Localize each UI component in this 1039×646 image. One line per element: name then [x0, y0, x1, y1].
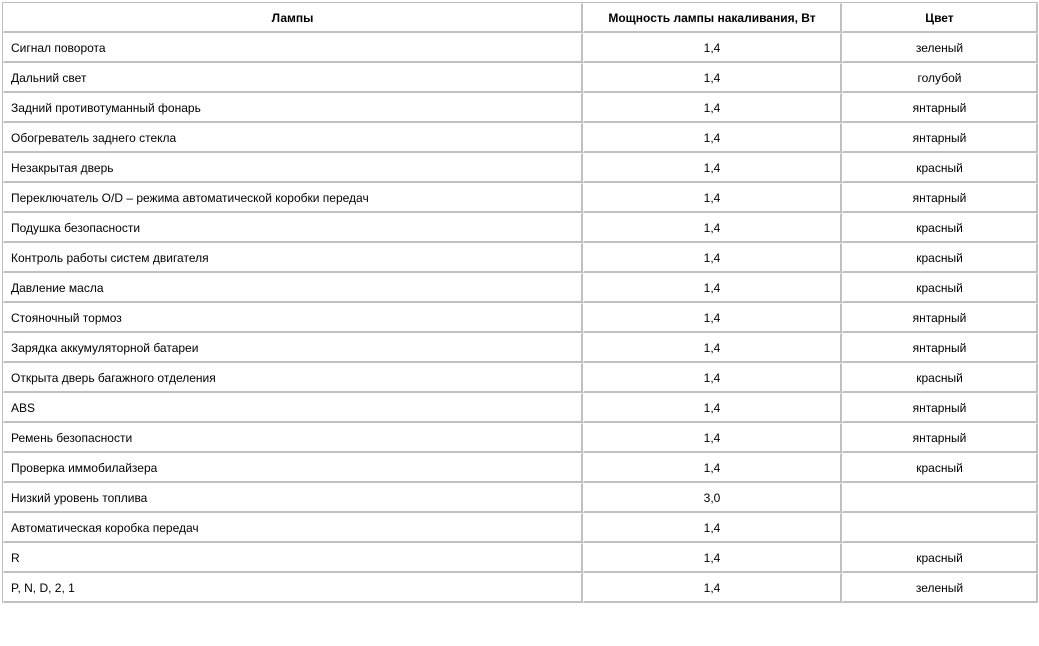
- cell-lamp: Контроль работы систем двигателя: [3, 243, 583, 273]
- table-row: [3, 243, 1038, 273]
- table-row: [3, 93, 1038, 123]
- header-power: Мощность лампы накаливания, Вт: [583, 3, 842, 33]
- cell-lamp: Сигнал поворота: [3, 33, 583, 63]
- cell-lamp: Стояночный тормоз: [3, 303, 583, 333]
- table-row: [3, 303, 1038, 333]
- lamp-table: [2, 2, 1038, 603]
- lamp-table-container: [2, 2, 1037, 603]
- cell-lamp: Давление масла: [3, 273, 583, 303]
- table-row: [3, 273, 1038, 303]
- header-lamp: Лампы: [3, 3, 583, 33]
- cell-color: голубой: [842, 63, 1038, 93]
- cell-color: янтарный: [842, 93, 1038, 123]
- cell-power: 1,4: [583, 243, 842, 273]
- cell-power: 1,4: [583, 93, 842, 123]
- cell-power: 1,4: [583, 573, 842, 603]
- cell-power: 1,4: [583, 303, 842, 333]
- cell-lamp: Зарядка аккумуляторной батареи: [3, 333, 583, 363]
- cell-lamp: Дальний свет: [3, 63, 583, 93]
- cell-lamp: ABS: [3, 393, 583, 423]
- table-row: [3, 153, 1038, 183]
- cell-power: 1,4: [583, 543, 842, 573]
- table-row: [3, 393, 1038, 423]
- cell-color: зеленый: [842, 573, 1038, 603]
- table-row: [3, 543, 1038, 573]
- cell-lamp: Незакрытая дверь: [3, 153, 583, 183]
- cell-lamp: Проверка иммобилайзера: [3, 453, 583, 483]
- cell-power: 1,4: [583, 213, 842, 243]
- cell-color: янтарный: [842, 333, 1038, 363]
- cell-color: красный: [842, 243, 1038, 273]
- cell-color: [842, 513, 1038, 543]
- table-row: [3, 333, 1038, 363]
- table-header-row: [3, 3, 1038, 33]
- cell-power: 3,0: [583, 483, 842, 513]
- table-row: [3, 423, 1038, 453]
- cell-lamp: Задний противотуманный фонарь: [3, 93, 583, 123]
- cell-power: 1,4: [583, 123, 842, 153]
- table-row: [3, 213, 1038, 243]
- cell-lamp: Обогреватель заднего стекла: [3, 123, 583, 153]
- cell-lamp: Открыта дверь багажного отделения: [3, 363, 583, 393]
- cell-color: янтарный: [842, 183, 1038, 213]
- cell-color: зеленый: [842, 33, 1038, 63]
- cell-power: 1,4: [583, 33, 842, 63]
- cell-color: красный: [842, 153, 1038, 183]
- cell-lamp: Подушка безопасности: [3, 213, 583, 243]
- cell-lamp: Ремень безопасности: [3, 423, 583, 453]
- table-row: [3, 183, 1038, 213]
- cell-power: 1,4: [583, 63, 842, 93]
- table-row: [3, 483, 1038, 513]
- table-row: [3, 363, 1038, 393]
- cell-color: красный: [842, 273, 1038, 303]
- cell-lamp: Автоматическая коробка передач: [3, 513, 583, 543]
- cell-lamp: P, N, D, 2, 1: [3, 573, 583, 603]
- table-row: [3, 573, 1038, 603]
- cell-power: 1,4: [583, 453, 842, 483]
- cell-color: янтарный: [842, 393, 1038, 423]
- cell-color: красный: [842, 363, 1038, 393]
- cell-lamp: Низкий уровень топлива: [3, 483, 583, 513]
- table-row: [3, 33, 1038, 63]
- table-row: [3, 63, 1038, 93]
- cell-color: [842, 483, 1038, 513]
- cell-power: 1,4: [583, 333, 842, 363]
- cell-power: 1,4: [583, 273, 842, 303]
- cell-color: янтарный: [842, 303, 1038, 333]
- table-body: [3, 33, 1038, 603]
- table-row: [3, 453, 1038, 483]
- cell-power: 1,4: [583, 183, 842, 213]
- cell-power: 1,4: [583, 153, 842, 183]
- cell-color: красный: [842, 213, 1038, 243]
- header-color: Цвет: [842, 3, 1038, 33]
- table-row: [3, 123, 1038, 153]
- cell-lamp: R: [3, 543, 583, 573]
- cell-color: красный: [842, 453, 1038, 483]
- cell-lamp: Переключатель O/D – режима автоматической коробки передач: [3, 183, 583, 213]
- cell-color: янтарный: [842, 423, 1038, 453]
- cell-power: 1,4: [583, 423, 842, 453]
- cell-color: янтарный: [842, 123, 1038, 153]
- cell-power: 1,4: [583, 393, 842, 423]
- table-row: [3, 513, 1038, 543]
- cell-power: 1,4: [583, 363, 842, 393]
- cell-color: красный: [842, 543, 1038, 573]
- cell-power: 1,4: [583, 513, 842, 543]
